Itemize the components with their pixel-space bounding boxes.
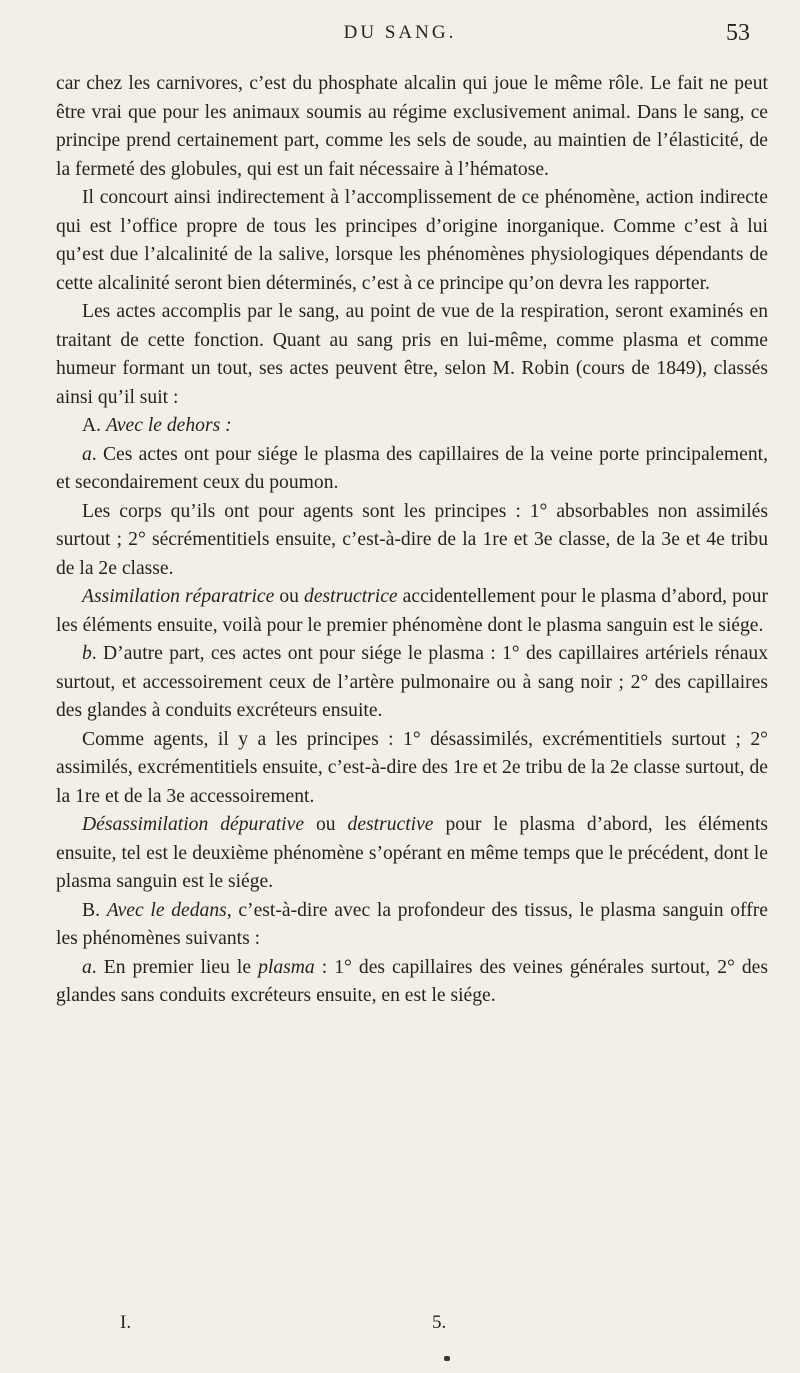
- paragraph-p10: [56, 811, 768, 897]
- paragraph-p4: [56, 412, 768, 441]
- italic-run: b: [82, 643, 92, 664]
- text-run: ou: [274, 586, 305, 607]
- paragraph-p12: [56, 954, 768, 1011]
- text-run: : 1° des capillaires des veines générales surtout, 2° des glandes sans conduits excréteurs ensuite, en est le siége.: [56, 956, 768, 1006]
- body-text: [56, 70, 768, 1011]
- paragraph-p2: [56, 184, 768, 298]
- text-run: Il concourt ainsi indirectement à l’accomplissement de ce phénomène, action indirecte qui est l’office propre de tous les principes d’origine inorganique. Comme c’est à lui qu’est due l’alcalinité de la salive, lorsque les phénomènes physiologiques dépendants de cette alcalinité seront bien déterminés, c’est à ce principe qu’on devra les rapporter.: [56, 187, 768, 294]
- text-run: . En premier lieu le: [91, 956, 259, 978]
- text-run: Les actes accomplis par le sang, au point de vue de la respiration, seront examinés en traitant de cette fonction. Quant au sang pris en lui-même, comme plasma et comme humeur formant un tout, ses actes peuvent être, selon M. Robin (cours de 1849), classés ainsi qu’il suit :: [56, 301, 768, 408]
- text-run: . Ces actes ont pour siége le plasma des capillaires de la veine porte principalement, et secondairement ceux du poumon.: [56, 443, 768, 493]
- text-run: A.: [82, 415, 106, 436]
- footer: [0, 1312, 800, 1342]
- running-title: DU SANG.: [343, 22, 457, 43]
- signature-mark-right: 5.: [432, 1312, 447, 1333]
- ink-speck: [444, 1356, 450, 1361]
- italic-run: plasma: [258, 956, 315, 978]
- italic-run: destructive: [347, 814, 434, 835]
- italic-run: a: [82, 956, 92, 978]
- paragraph-p7: [56, 583, 768, 640]
- signature-mark-left: I.: [120, 1312, 132, 1333]
- text-run: accidentellement pour le plasma d’abord, pour les éléments ensuite, voilà pour le premier phénomène dont le plasma sanguin est le siége.: [56, 586, 769, 636]
- paragraph-p3: [56, 298, 768, 412]
- text-run: B.: [82, 899, 107, 921]
- paragraph-p9: [56, 726, 768, 812]
- text-run: Comme agents, il y a les principes : 1° désassimilés, excrémentitiels surtout ; 2° assimilés, excrémentitiels ensuite, c’est-à-dire des 1re et 2e tribu de la 2e classe surtout, de la 1re et de la 3e accessoirement.: [56, 728, 768, 807]
- text-run: . D’autre part, ces actes ont pour siége le plasma : 1° des capillaires artériels rénaux surtout, et accessoirement ceux de l’artère pulmonaire ou à sang noir ; 2° des capillaires des glandes à conduits excréteurs ensuite.: [56, 643, 768, 721]
- italic-run: Avec le dedans: [106, 899, 227, 921]
- italic-run: Assimilation réparatrice: [82, 586, 275, 607]
- text-run: car chez les carnivores, c’est du phosphate alcalin qui joue le même rôle. Le fait ne peut être vrai que pour les animaux soumis au régime exclusivement animal. Dans le sang, ce principe prend certainement part, comme les sels de soude, au maintien de l’élasticité, de la fermeté des globules, qui est un fait nécessaire à l’hématose.: [56, 73, 768, 180]
- paragraph-p8: [56, 640, 768, 726]
- italic-run: a: [82, 443, 92, 465]
- running-head: [0, 22, 800, 52]
- text-run: Les corps qu’ils ont pour agents sont les principes : 1° absorbables non assimilés surtout ; 2° sécrémentitiels ensuite, c’est-à-dire de la 1re et 3e classe, de la 3e et 4e tribu de la 2e classe.: [56, 500, 768, 579]
- paragraph-p5: [56, 441, 768, 498]
- text-run: ou: [304, 814, 348, 835]
- text-run: , c’est-à-dire avec la profondeur des tissus, le plasma sanguin offre les phénomènes suivants :: [56, 899, 768, 949]
- italic-run: destructrice: [304, 586, 398, 607]
- paragraph-p6: [56, 498, 768, 584]
- paragraph-p1: [56, 70, 768, 184]
- italic-run: Désassimilation dépurative: [82, 814, 305, 835]
- page-number: 53: [726, 20, 750, 46]
- paragraph-p11: [56, 897, 768, 954]
- italic-run: Avec le dehors :: [105, 415, 232, 436]
- text-run: pour le plasma d’abord, les éléments ensuite, tel est le deuxième phénomène s’opérant en même temps que le précédent, dont le plasma sanguin est le siége.: [56, 814, 769, 892]
